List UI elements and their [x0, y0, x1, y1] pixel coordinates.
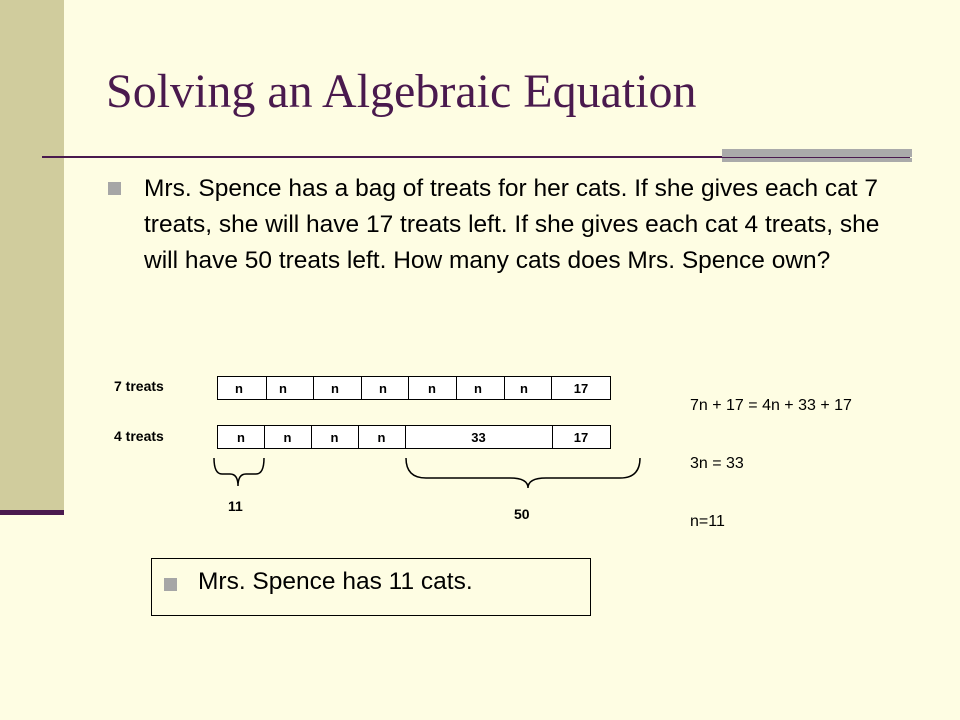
row1-cell: n — [279, 380, 287, 396]
right-brace-label: 50 — [514, 506, 530, 522]
row2-label: 4 treats — [114, 428, 164, 444]
diagram-braces — [200, 450, 650, 490]
sidebar-decoration — [0, 0, 64, 512]
bullet-icon — [164, 578, 177, 591]
row2-cell: n — [377, 429, 386, 445]
problem-text: Mrs. Spence has a bag of treats for her cats. If she gives each cat 7 treats, she will have 17 treats left. If she gives each cat 4 treats, she will have 50 treats left. How many cats does Mrs. Spence own? — [144, 175, 880, 274]
row1-cell: n — [474, 380, 482, 396]
row1-cell: 17 — [573, 380, 589, 396]
right-brace — [406, 458, 640, 488]
row2-divider — [264, 426, 265, 448]
left-brace-label: 11 — [228, 498, 243, 514]
row2-cell: n — [330, 429, 339, 445]
bullet-icon — [108, 182, 121, 195]
row1-cell: n — [379, 380, 387, 396]
row1-divider — [408, 377, 409, 399]
row1-cell: n — [331, 380, 339, 396]
row1-divider — [361, 377, 362, 399]
row1-divider — [313, 377, 314, 399]
title-rule-accent — [722, 149, 912, 157]
row1-divider — [266, 377, 267, 399]
row2-divider — [311, 426, 312, 448]
row2-cell: 33 — [471, 429, 486, 445]
row2-divider — [405, 426, 406, 448]
equation-1: 7n + 17 = 4n + 33 + 17 — [690, 397, 852, 414]
equation-2: 3n = 33 — [690, 455, 744, 472]
sidebar-accent-line — [0, 510, 64, 515]
row2-cell: n — [237, 429, 245, 445]
row1-cell: n — [428, 380, 436, 396]
row2-bar — [217, 425, 611, 449]
title-rule-accent-lower — [722, 158, 912, 162]
row2-divider — [552, 426, 553, 448]
row1-bar — [217, 376, 611, 400]
left-brace — [214, 458, 264, 486]
row1-divider — [456, 377, 457, 399]
answer-text: Mrs. Spence has 11 cats. — [198, 568, 473, 595]
row1-divider — [551, 377, 552, 399]
row2-divider — [358, 426, 359, 448]
row1-divider — [504, 377, 505, 399]
slide-title: Solving an Algebraic Equation — [106, 65, 697, 118]
row1-cell: n — [520, 380, 528, 396]
row2-cell: 17 — [573, 429, 589, 445]
equation-3: n=11 — [690, 513, 725, 530]
row1-cell: n — [235, 380, 243, 396]
row1-label: 7 treats — [114, 378, 164, 394]
row2-cell: n — [283, 429, 292, 445]
